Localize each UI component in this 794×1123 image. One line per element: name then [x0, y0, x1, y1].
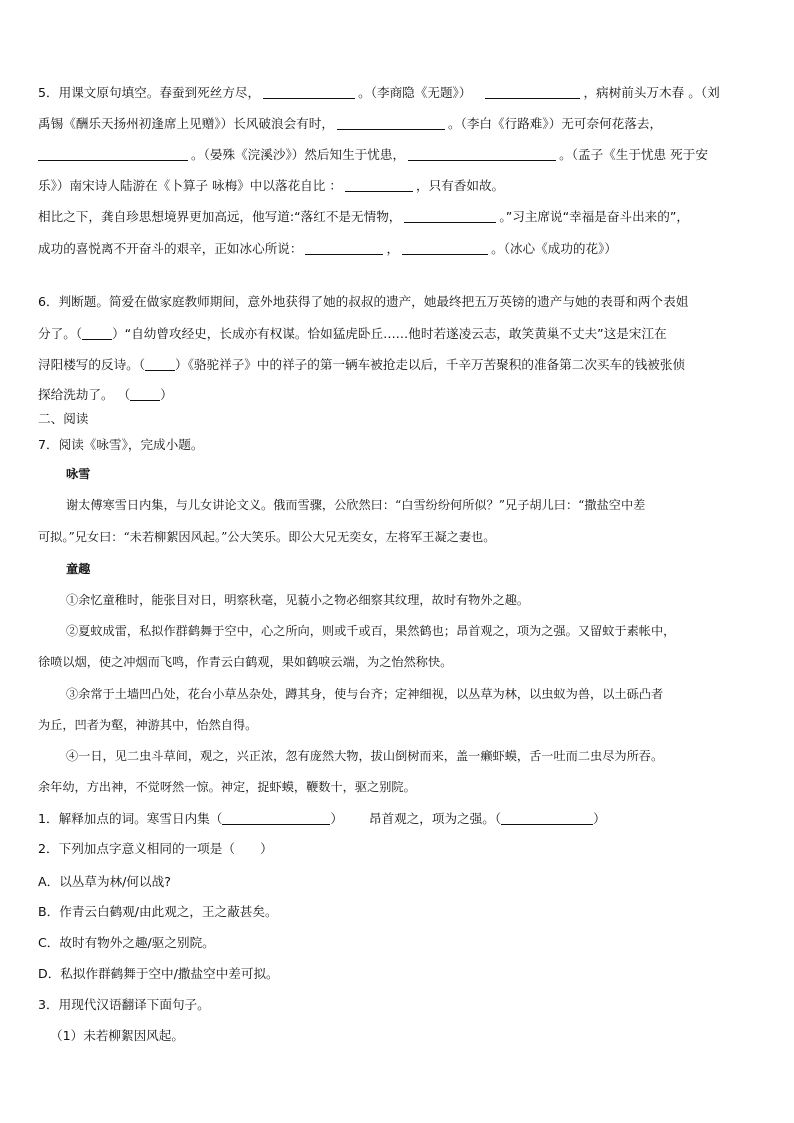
- option-b[interactable]: B．作青云白鹤观/由此观之，王之蔽甚矣。: [38, 904, 278, 919]
- q6-line-4: 探给洗劫了。 （ ）: [38, 387, 173, 402]
- answer-blank[interactable]: [408, 148, 556, 161]
- passage-paragraph-2: ②夏蚊成雷，私拟作群鹤舞于空中，心之所向，则或千或百，果然鹤也；昂首观之，项为之强。又留蚊于素帐中，: [66, 624, 676, 638]
- subq-3-stem: 3．用现代汉语翻译下面句子。: [38, 997, 210, 1012]
- q5-line-6: 成功的喜悦离不开奋斗的艰辛，正如冰心所说： ， 。（冰心《成功的花》）: [38, 241, 617, 256]
- q5-line-1: 5．用课文原句填空。春蚕到死丝方尽， 。（李商隐《无题》） ，病树前头万木春 。（刘: [38, 85, 720, 100]
- answer-blank[interactable]: [337, 117, 445, 130]
- q5-line-4: 乐》）南宋诗人陆游在《卜算子 咏梅》中以落花自比 ： ，只有香如故。: [38, 178, 505, 193]
- passage-line: 谢太傅寒雪日内集，与儿女讲论文义。俄而雪骤，公欣然曰：“白雪纷纷何所似？”兄子胡儿曰：“撒盐空中差: [66, 498, 646, 512]
- passage-paragraph-3: ③余常于土墙凹凸处，花台小草丛杂处，蹲其身，使与台齐；定神细视，以丛草为林，以虫蚁为兽，以土砾凸者: [66, 687, 664, 701]
- subq-2-stem: 2．下列加点字意义相同的一项是（ ）: [38, 841, 273, 856]
- passage-line: 徐喷以烟，使之冲烟而飞鸣，作青云白鹤观，果如鹤唳云端，为之怡然称快。: [38, 655, 453, 669]
- answer-blank[interactable]: [82, 327, 112, 340]
- option-a[interactable]: A．以丛草为林/何以战?: [38, 874, 171, 889]
- answer-blank[interactable]: [485, 86, 580, 99]
- subq-1: 1．解释加点的词。寒雪日内集（ ） 昂首观之，项为之强。（ ）: [38, 811, 606, 826]
- q5-line-3: 。（晏殊《浣溪沙》）然后知生于忧患， 。（孟子《生于忧患 死于安: [38, 148, 708, 162]
- passage-paragraph-1: ①余忆童稚时，能张目对日，明察秋毫，见藐小之物必细察其纹理，故时有物外之趣。: [66, 593, 530, 607]
- section-heading: 二、阅读: [38, 411, 89, 426]
- option-d[interactable]: D．私拟作群鹤舞于空中/撒盐空中差可拟。: [38, 966, 279, 981]
- answer-blank[interactable]: [402, 242, 488, 255]
- answer-blank[interactable]: [305, 242, 383, 255]
- q6-line-2: 分了。（ ）“自幼曾攻经史，长成亦有权谋。恰如猛虎卧丘……他时若遂凌云志，敢笑黄巢不丈夫”这是宋江在: [38, 326, 667, 341]
- q6-line-1: 6．判断题。简爱在做家庭教师期间，意外地获得了她的叔叔的遗产，她最终把五万英镑的遗产与她的表哥和两个表姐: [38, 294, 689, 309]
- passage-line: 可拟。”兄女曰：“未若柳絮因风起。”公大笑乐。即公大兄无奕女，左将军王凝之妻也。: [38, 530, 496, 544]
- q7-intro: 7．阅读《咏雪》，完成小题。: [38, 437, 204, 452]
- q5-line-2: 禹锡《酬乐天扬州初逢席上见赠》）长风破浪会有时， 。（李白《行路难》）无可奈何花落去，: [38, 116, 663, 131]
- answer-blank[interactable]: [345, 179, 413, 192]
- answer-blank[interactable]: [38, 148, 188, 161]
- passage-line: 余年幼，方出神，不觉呀然一惊。神定，捉虾蟆，鞭数十，驱之别院。: [38, 780, 416, 794]
- q5-line-5: 相比之下，龚自珍思想境界更加高远，他写道:“落红不是无情物， 。”习主席说“幸福是奋斗出来的”，: [38, 209, 689, 224]
- passage-paragraph-4: ④一日，见二虫斗草间，观之，兴正浓，忽有庞然大物，拔山倒树而来，盖一癞虾蟆，舌一吐而二虫尽为所吞。: [66, 749, 664, 763]
- answer-blank[interactable]: [130, 388, 160, 401]
- answer-blank[interactable]: [145, 358, 175, 371]
- answer-blank[interactable]: [222, 812, 330, 825]
- passage-line: 为丘，凹者为壑，神游其中，怡然自得。: [38, 718, 258, 732]
- answer-blank[interactable]: [263, 86, 355, 99]
- answer-blank[interactable]: [404, 210, 496, 223]
- q6-line-3: 浔阳楼写的反诗。（ ）《骆驼祥子》中的祥子的第一辆车被抢走以后，千辛万苦聚积的准备第二次买车的钱被张侦: [38, 357, 686, 372]
- answer-blank[interactable]: [501, 812, 593, 825]
- subq-3-item-1: （1）未若柳絮因风起。: [50, 1028, 184, 1043]
- passage-title-tongqu: 童趣: [66, 562, 91, 576]
- option-c[interactable]: C．故时有物外之趣/驱之别院。: [38, 935, 215, 950]
- passage-title-yongxue: 咏雪: [66, 467, 91, 481]
